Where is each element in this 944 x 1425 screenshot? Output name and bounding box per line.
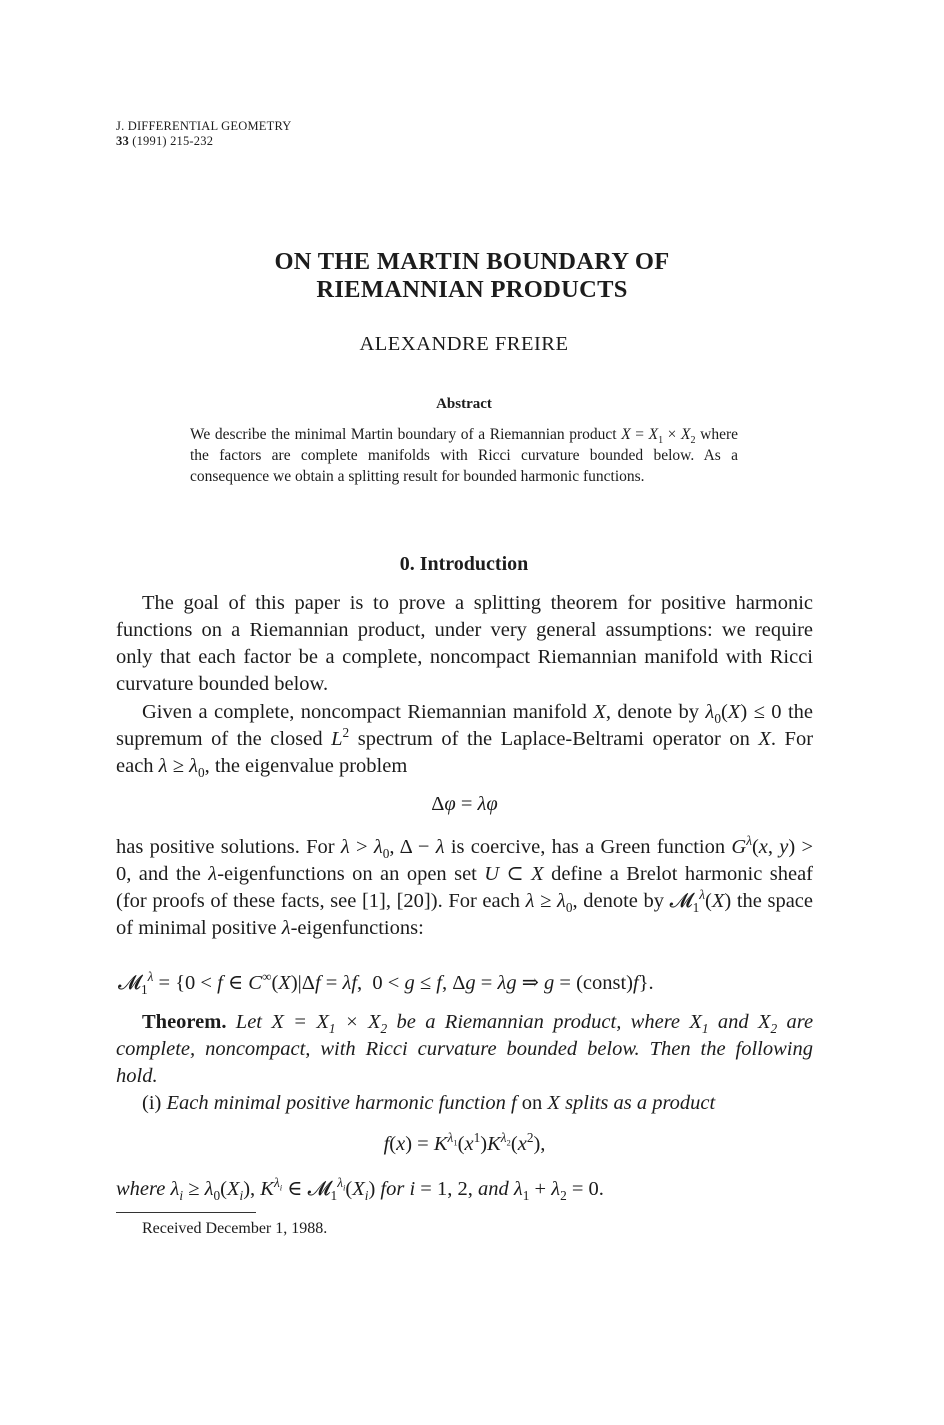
product-formula: $f(x) = K^{\lambda_1}(x^1)K^{\lambda_2}(x^2)$, — [383, 1130, 546, 1155]
theorem: Theorem. Let $X = X_1 \times X_2$ be a Riemannian product, where $X_1$ and $X_2$ are complete, noncompact, with Ricci curvature bounded below. Then the following hold. (i) Each minimal positive harmonic function f on X splits as a product — [116, 1011, 814, 1114]
intro-paragraph-3: has positive solutions. For $\lambda > \lambda_0$, Δ − λ is coercive, has a Green function $G^\lambda(x$, y) > 0, and the λ-eigenfunctions on an open set U ⊂ X define a Brelot harmonic sheaf (for proofs of these facts, see [1], [20]). For each $\lambda \ge \lambda_0$, denote by 𝓜$_1^\lambda$(X) the space of minimal positive λ-eigenfunctions: — [116, 833, 814, 939]
author: ALEXANDRE FREIRE — [359, 333, 569, 355]
intro-paragraph-2: Given a complete, noncompact Riemannian manifold X, denote by $\lambda_0(X) \le 0$ the supremum of the closed $L^2$ spectrum of the Laplace-Beltrami operator on X. For each $\lambda \ge \lambda_0$, the eigenvalue problem — [116, 701, 814, 781]
title-line-2: RIEMANNIAN PRODUCTS — [316, 276, 628, 303]
abstract-text: We describe the minimal Martin boundary of a Riemannian product $X = X_1 \times X_2$ where the factors are complete manifolds with Ricci curvature bounded below. As a consequence we obtain a splitting result for bounded harmonic functions. — [190, 426, 738, 485]
paper-title — [0, 248, 944, 304]
abstract-heading: Abstract — [436, 396, 492, 412]
theorem-conditions: where $\lambda_i \ge \lambda_0(X_i)$, $K^{\lambda_i}$ ∈ $𝓜_1^{\lambda_i}(X_i)$ for i = 1, 2, and $\lambda_1 + \lambda_2 = 0$. — [116, 1175, 604, 1204]
journal-name: J. DIFFERENTIAL GEOMETRY — [116, 119, 292, 133]
intro-paragraph-1: The goal of this paper is to prove a splitting theorem for positive harmonic functions on a Riemannian product, under very general assumptions: we require only that each factor be a complete, noncompact Riemannian manifold with Ricci curvature bounded below. — [116, 592, 813, 695]
journal-header — [116, 119, 292, 149]
section-heading: 0. Introduction — [399, 553, 529, 575]
footnote-rule — [116, 1212, 256, 1213]
journal-volume-line: 33 (1991) 215-232 — [116, 134, 214, 148]
footnote-received: Received December 1, 1988. — [142, 1220, 328, 1237]
eigen-equation: Δφ = λφ — [431, 793, 498, 815]
martin-set-definition: 𝓜$_1^\lambda$ = {0 < f ∈ C∞(X)|Δf = λf, 0 < g ≤ f, Δg = λg ⇒ g = (const)f}. — [118, 969, 654, 998]
title-line-1: ON THE MARTIN BOUNDARY OF — [274, 248, 670, 275]
